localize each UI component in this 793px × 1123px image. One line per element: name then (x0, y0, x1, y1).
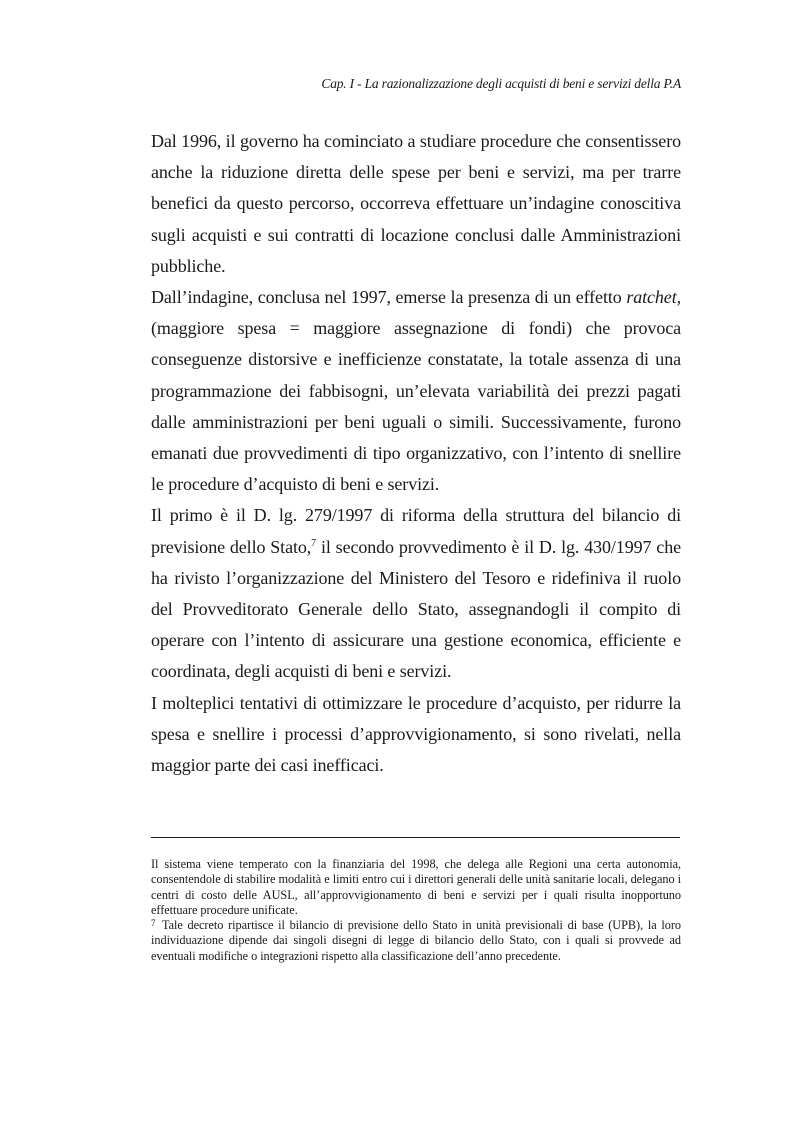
footnote-7-text: Tale decreto ripartisce il bilancio di previsione dello Stato in unità previsionali di base (UPB), la loro individuazione dipende dai singoli disegni di legge di bilancio dello Stato, con i quali si provvede ad eventuali modifiche o integrazioni rispetto alla classificazione dell’anno precedente. (151, 918, 681, 963)
paragraph-2-text-start: Dall’indagine, conclusa nel 1997, emerse la presenza di un effetto (151, 287, 627, 308)
paragraph-3 (151, 500, 681, 687)
paragraph-3-text-end: il secondo provvedimento è il D. lg. 430/1997 che ha rivisto l’organizzazione del Ministero del Tesoro e ridefiniva il ruolo del Provveditorato Generale dello Stato, assegnandogli il compito di operare con l’intento di assicurare una gestione economica, efficiente e coordinata, degli acquisti di beni e servizi. (151, 536, 681, 682)
footnote-continued: Il sistema viene temperato con la finanziaria del 1998, che delega alle Regioni una certa autonomia, consentendole di stabilire modalità e limiti entro cui i direttori generali delle unità sanitarie locali, delegano i centri di costo delle AUSL, all’approvvigionamento di beni e servizi per i quali risulta inopportuno effettuare procedure unificate. (151, 857, 681, 917)
paragraph-4: I molteplici tentativi di ottimizzare le procedure d’acquisto, per ridurre la spesa e snellire i processi d’approvvigionamento, si sono rivelati, nella maggior parte dei casi inefficaci. (151, 692, 681, 776)
paragraph-3-text-start: Il primo è il D. lg. 279/1997 di riforma della struttura del bilancio di previsione dello Stato, (151, 505, 681, 557)
footnote-7-mark: 7 (151, 918, 156, 929)
paragraph-2-text-end: (maggiore spesa = maggiore assegnazione di fondi) che provoca conseguenze distorsive e inefficienze constatate, la totale assenza di una programmazione dei fabbisogni, un’elevata variabilità dei prezzi pagati dalle amministrazioni per beni uguali o simili. Successivamente, furono emanati due provvedimenti di tipo organizzativo, con l’intento di snellire le procedure d’acquisto di beni e servizi. (151, 318, 681, 495)
paragraph-1: Dal 1996, il governo ha cominciato a studiare procedure che consentissero anche la riduzione diretta delle spese per beni e servizi, ma per trarre benefici da questo percorso, occorreva effettuare un’indagine conoscitiva sugli acquisti e sui contratti di locazione conclusi dalle Amministrazioni pubbliche. (151, 131, 681, 276)
running-header: Cap. I - La razionalizzazione degli acquisti di beni e servizi della P.A (321, 76, 681, 91)
footnotes (151, 857, 681, 964)
footnote-7 (151, 918, 681, 964)
ratchet-term: ratchet, (626, 287, 681, 308)
paragraph-2 (151, 282, 681, 500)
footnote-ref-7[interactable]: 7 (311, 537, 317, 549)
main-text (151, 126, 681, 781)
footnote-separator (151, 837, 680, 838)
